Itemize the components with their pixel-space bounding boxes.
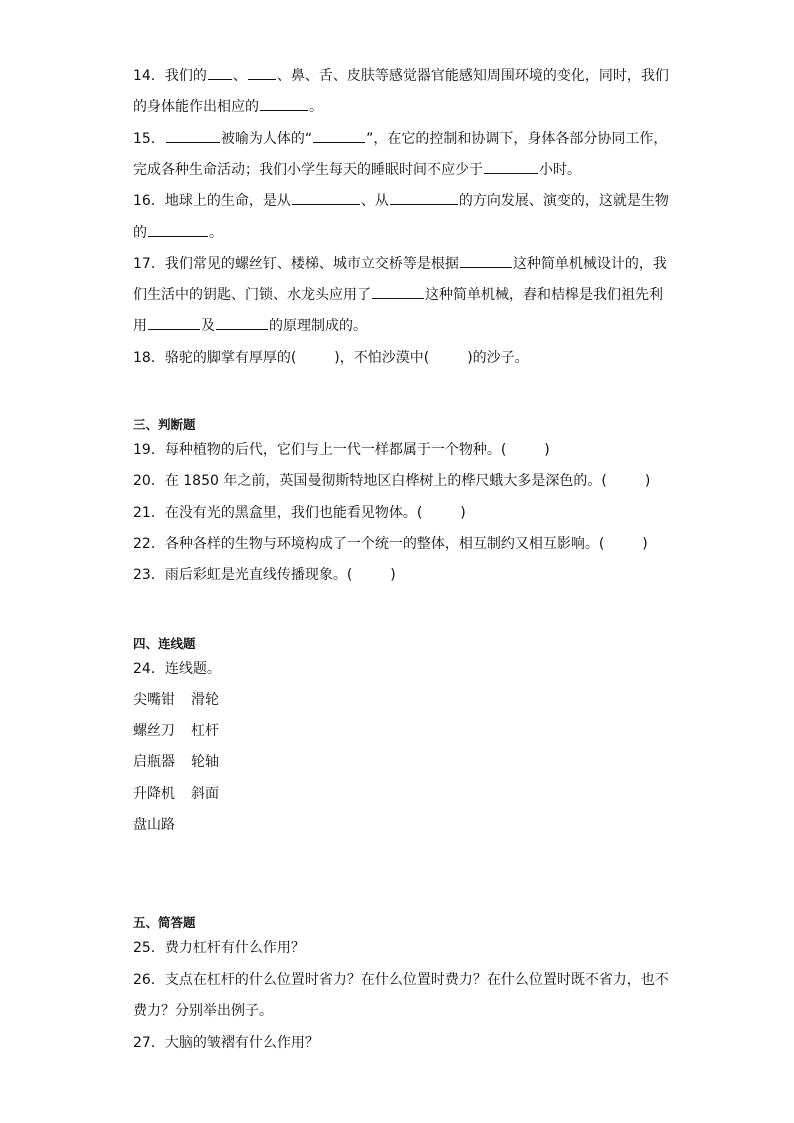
q16-text-1: 16．地球上的生命，是从 (133, 193, 291, 209)
match-right-item[interactable]: 杠杆 (191, 723, 219, 739)
q14-text-5: 。 (309, 99, 323, 115)
q18-text-1: 18．骆驼的脚掌有厚厚的( (133, 350, 297, 366)
q15-blank-3[interactable] (484, 160, 538, 174)
q17-text-7: 的原理制成的。 (269, 318, 367, 334)
q16-blank-3[interactable] (148, 223, 208, 237)
section-3-heading: 三、判断题 (133, 417, 196, 432)
match-left-item[interactable]: 启瓶器 (133, 754, 175, 770)
q17-blank-1[interactable] (460, 254, 512, 268)
section-5-heading: 五、简答题 (133, 915, 196, 930)
question-26-line-2: 费力？分别举出例子。 (133, 1003, 273, 1019)
question-24: 24．连线题。 (133, 661, 221, 677)
q16-text-2: 、从 (360, 193, 389, 209)
q15-text-3: ”，在它的控制和协调下，身体各部分协同工作， (366, 131, 668, 147)
question-16-line-2 (133, 223, 223, 243)
q14-blank-2[interactable] (248, 66, 276, 80)
q18-text-2: )，不怕沙漠中( (334, 350, 430, 366)
q22-close: ) (642, 536, 648, 552)
q15-blank-1[interactable] (166, 129, 220, 143)
q15-text-1: 15． (133, 131, 165, 147)
q16-blank-2[interactable] (390, 191, 458, 205)
q16-text-4: 的 (133, 225, 147, 241)
q17-text-2: 这种简单机械设计的，我 (512, 256, 667, 272)
q15-text-2: 被喻为人体的“ (220, 131, 313, 147)
match-right-item[interactable]: 斜面 (191, 786, 219, 802)
q14-text-3: 、鼻、舌、皮肤等感觉器官能感知周围环境的变化，同时，我们 (276, 68, 669, 84)
match-row (133, 690, 219, 710)
q17-blank-4[interactable] (216, 316, 268, 330)
question-14-line-1 (133, 66, 669, 86)
q15-text-5: 小时。 (539, 162, 581, 178)
q16-text-5: 。 (209, 225, 223, 241)
question-22 (133, 534, 648, 554)
q15-blank-2[interactable] (313, 129, 365, 143)
match-row (133, 752, 219, 772)
match-left-item[interactable]: 盘山路 (133, 817, 175, 833)
q21-text: 21．在没有光的黑盒里，我们也能看见物体。( (133, 505, 423, 521)
match-left-item[interactable]: 螺丝刀 (133, 723, 175, 739)
question-17-line-2 (133, 285, 663, 305)
q17-blank-2[interactable] (372, 285, 424, 299)
q17-blank-3[interactable] (148, 316, 200, 330)
question-17-line-3 (133, 316, 367, 336)
q17-text-1: 17．我们常见的螺丝钉、楼梯、城市立交桥等是根据 (133, 256, 459, 272)
q18-text-3: )的沙子。 (467, 350, 529, 366)
q17-text-4: 这种简单机械，舂和桔槔是我们祖先利 (425, 287, 663, 303)
q17-text-6: 及 (201, 318, 215, 334)
question-23 (133, 565, 396, 585)
question-18 (133, 348, 529, 368)
question-17-line-1 (133, 254, 667, 274)
q23-close: ) (390, 567, 396, 583)
q19-text: 19．每种植物的后代，它们与上一代一样都属于一个物种。( (133, 442, 507, 458)
q20-close: ) (644, 473, 651, 489)
question-26-line-1: 26．支点在杠杆的什么位置时省力？在什么位置时费力？在什么位置时既不省力，也不 (133, 972, 669, 988)
question-14-line-2 (133, 97, 323, 117)
q17-text-5: 用 (133, 318, 147, 334)
q17-text-3: 们生活中的钥匙、门锁、水龙头应用了 (133, 287, 371, 303)
q14-text-1: 14．我们的 (133, 68, 207, 84)
question-15-line-2 (133, 160, 581, 180)
match-row (133, 721, 219, 741)
question-27: 27．大脑的皱褶有什么作用？ (133, 1035, 319, 1051)
match-row (133, 784, 219, 804)
q19-close: ) (544, 442, 550, 458)
q21-close: ) (460, 505, 466, 521)
q14-blank-1[interactable] (208, 66, 232, 80)
question-20 (133, 471, 650, 491)
section-4-heading: 四、连线题 (133, 636, 196, 651)
q14-blank-3[interactable] (260, 97, 308, 111)
match-left-item[interactable]: 尖嘴钳 (133, 692, 175, 708)
q15-text-4: 完成各种生命活动；我们小学生每天的睡眠时间不应少于 (133, 162, 483, 178)
match-left-item[interactable]: 升降机 (133, 786, 175, 802)
q23-text: 23．雨后彩虹是光直线传播现象。( (133, 567, 353, 583)
question-19 (133, 440, 550, 460)
q16-blank-1[interactable] (292, 191, 360, 205)
question-16-line-1 (133, 191, 669, 211)
q16-text-3: 的方向发展、演变的，这就是生物 (458, 193, 669, 209)
match-right-item[interactable]: 滑轮 (191, 692, 219, 708)
q20-text: 20．在 1850 年之前，英国曼彻斯特地区白桦树上的桦尺蛾大多是深色的。( (133, 473, 607, 489)
match-right-item[interactable]: 轮轴 (191, 754, 219, 770)
q22-text: 22．各种各样的生物与环境构成了一个统一的整体，相互制约又相互影响。( (133, 536, 605, 552)
match-row (133, 815, 175, 835)
question-15-line-1 (133, 129, 667, 149)
q14-text-4: 的身体能作出相应的 (133, 99, 259, 115)
question-25: 25．费力杠杆有什么作用？ (133, 940, 305, 956)
question-21 (133, 503, 466, 523)
q14-text-2: 、 (232, 68, 247, 84)
